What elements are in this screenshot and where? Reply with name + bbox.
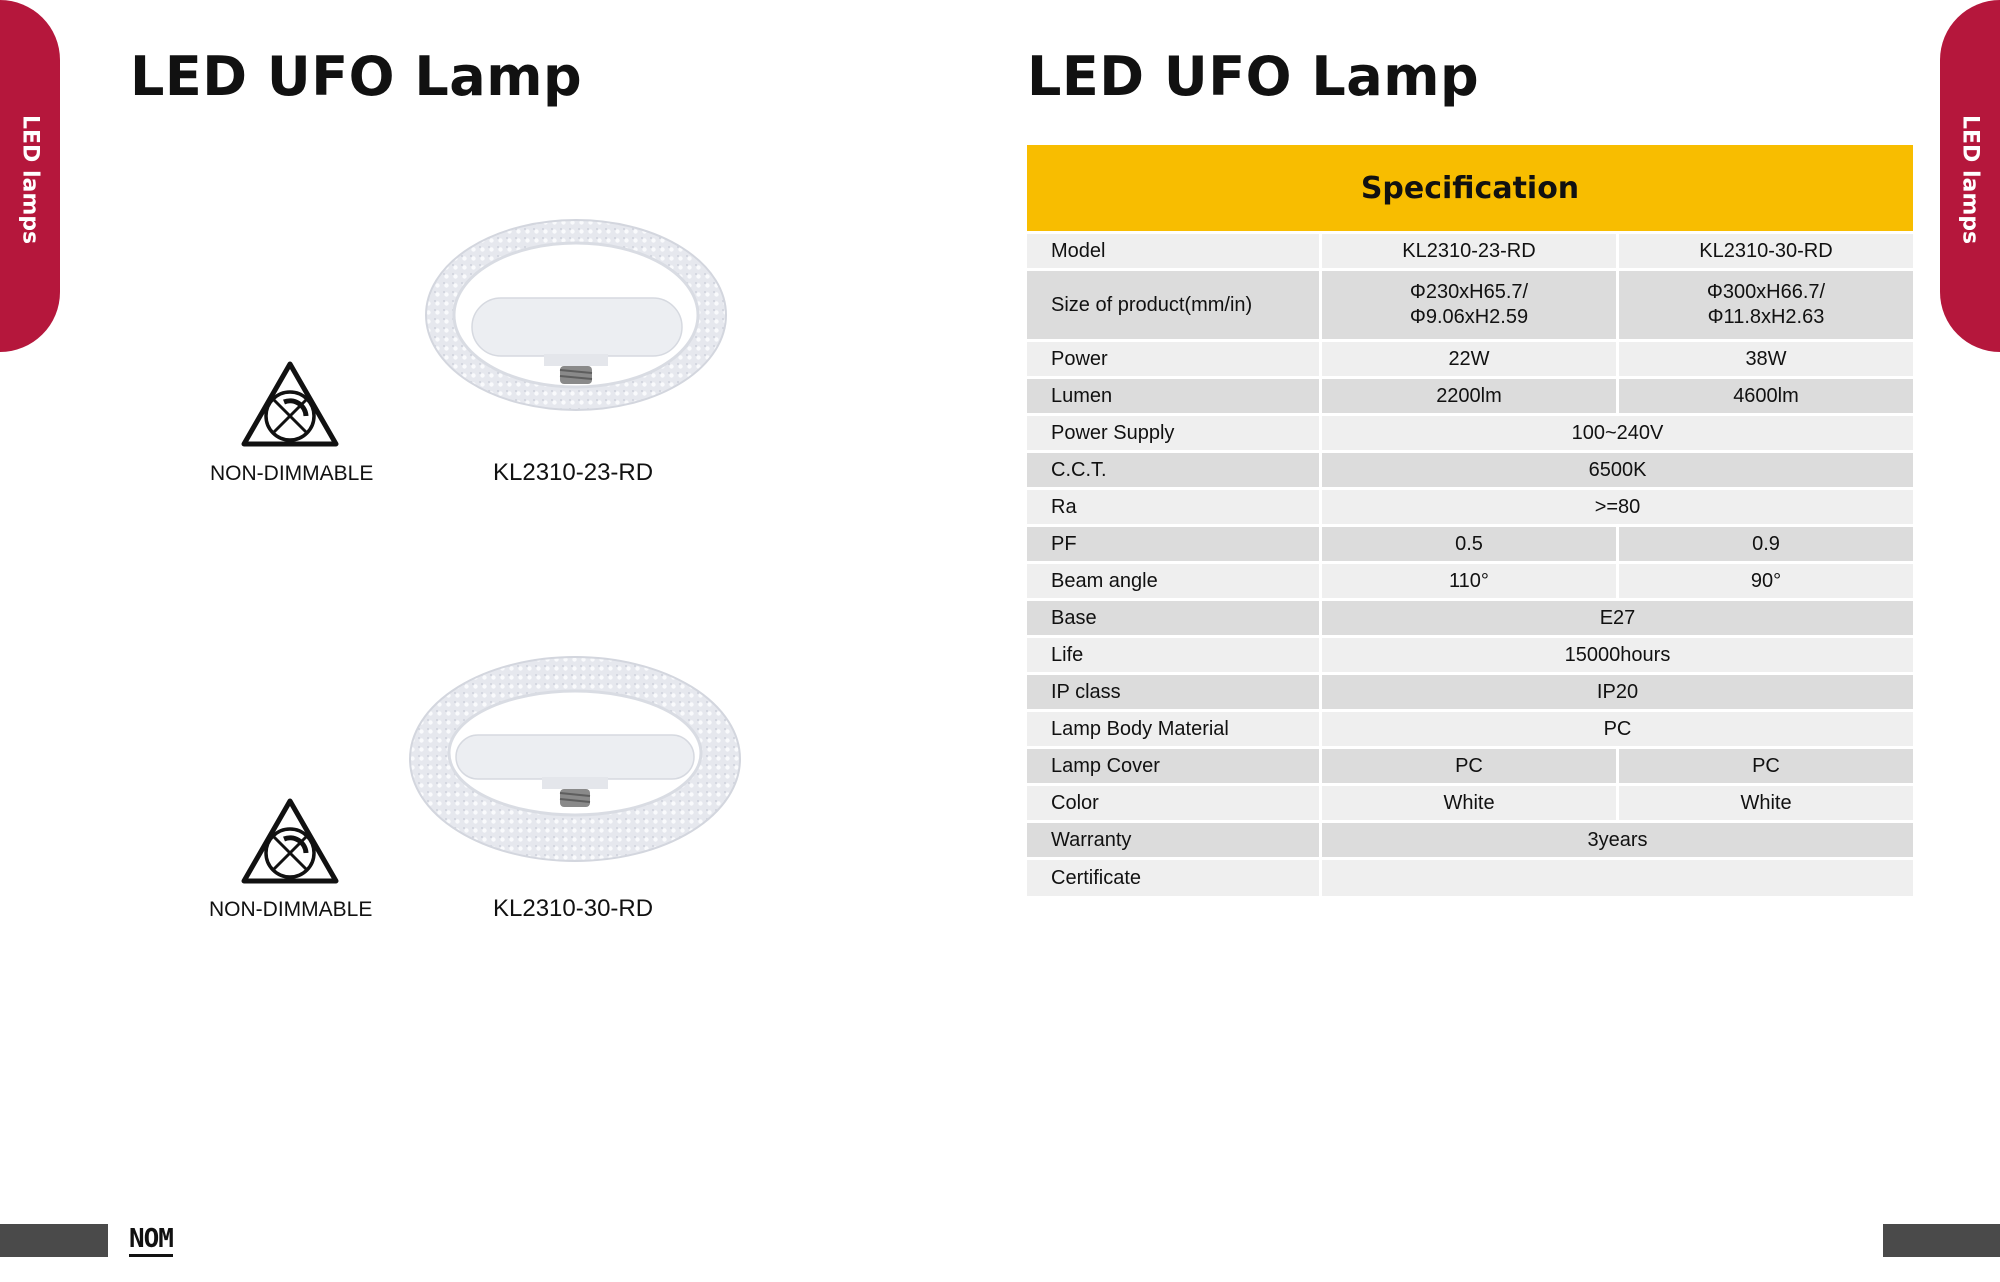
spec-value: Φ300xH66.7/ Φ11.8xH2.63 — [1619, 271, 1913, 339]
spec-label: Lamp Cover — [1027, 749, 1319, 783]
spec-row — [1027, 416, 1913, 450]
spec-label: C.C.T. — [1027, 453, 1319, 487]
non-dimmable-icon — [240, 360, 340, 453]
spec-row — [1027, 860, 1913, 896]
spec-label: Warranty — [1027, 823, 1319, 857]
spec-table — [1027, 145, 1913, 899]
spec-label: PF — [1027, 527, 1319, 561]
spec-value: 3years — [1322, 823, 1913, 857]
spec-row — [1027, 786, 1913, 820]
spec-value: White — [1322, 786, 1616, 820]
footer-bar-right — [1883, 1224, 2000, 1257]
spec-label: Lamp Body Material — [1027, 712, 1319, 746]
spec-row — [1027, 564, 1913, 598]
spec-value: E27 — [1322, 601, 1913, 635]
spec-value: KL2310-23-RD — [1322, 234, 1616, 268]
spec-row — [1027, 490, 1913, 524]
side-tab-label: LED lamps — [1957, 115, 1983, 245]
spec-label: Certificate — [1027, 860, 1319, 896]
footer-bar-left — [0, 1224, 108, 1257]
spec-value: 22W — [1322, 342, 1616, 376]
lamp-image — [408, 655, 743, 865]
spec-label: Base — [1027, 601, 1319, 635]
spec-value: PC — [1322, 712, 1913, 746]
spec-value — [1322, 860, 1913, 896]
icon-caption: NON-DIMMABLE — [210, 462, 374, 485]
spec-value: 0.9 — [1619, 527, 1913, 561]
spec-row — [1027, 234, 1913, 268]
spec-value: 15000hours — [1322, 638, 1913, 672]
non-dimmable-icon — [240, 797, 340, 890]
spec-label: Power Supply — [1027, 416, 1319, 450]
spec-value: 90° — [1619, 564, 1913, 598]
lamp-image — [424, 218, 729, 413]
spec-row — [1027, 453, 1913, 487]
spec-row — [1027, 638, 1913, 672]
spec-value: 0.5 — [1322, 527, 1616, 561]
spec-row — [1027, 712, 1913, 746]
spec-value: 38W — [1619, 342, 1913, 376]
spec-value: KL2310-30-RD — [1619, 234, 1913, 268]
side-tab-label: LED lamps — [17, 115, 43, 245]
spec-value: Φ230xH65.7/ Φ9.06xH2.59 — [1322, 271, 1616, 339]
spec-label: Power — [1027, 342, 1319, 376]
spec-row — [1027, 749, 1913, 783]
spec-row — [1027, 342, 1913, 376]
spec-value: 4600lm — [1619, 379, 1913, 413]
side-tab-left — [0, 0, 60, 352]
model-label: KL2310-30-RD — [493, 895, 654, 922]
spec-value: 100~240V — [1322, 416, 1913, 450]
spec-label: Ra — [1027, 490, 1319, 524]
spec-label: Color — [1027, 786, 1319, 820]
spec-value: 6500K — [1322, 453, 1913, 487]
spec-label: Beam angle — [1027, 564, 1319, 598]
spec-label: Lumen — [1027, 379, 1319, 413]
page-title-left: LED UFO Lamp — [130, 45, 583, 108]
spec-label: IP class — [1027, 675, 1319, 709]
spec-row — [1027, 379, 1913, 413]
spec-value: White — [1619, 786, 1913, 820]
side-tab-right — [1940, 0, 2000, 352]
spec-label: Model — [1027, 234, 1319, 268]
spec-value: >=80 — [1322, 490, 1913, 524]
model-label: KL2310-23-RD — [493, 459, 654, 486]
spec-row — [1027, 601, 1913, 635]
spec-value: IP20 — [1322, 675, 1913, 709]
spec-label: Size of product(mm/in) — [1027, 271, 1319, 339]
spec-value: PC — [1619, 749, 1913, 783]
spec-row — [1027, 823, 1913, 857]
spec-value: 2200lm — [1322, 379, 1616, 413]
spec-table-header: Specification — [1027, 145, 1913, 231]
spec-label: Life — [1027, 638, 1319, 672]
spec-value: PC — [1322, 749, 1616, 783]
spec-table-body — [1027, 234, 1913, 896]
spec-row — [1027, 527, 1913, 561]
spec-value: 110° — [1322, 564, 1616, 598]
nom-logo: NOM — [129, 1224, 173, 1257]
icon-caption: NON-DIMMABLE — [209, 898, 373, 921]
page-title-right: LED UFO Lamp — [1027, 45, 1480, 108]
spec-row — [1027, 675, 1913, 709]
spec-row — [1027, 271, 1913, 339]
